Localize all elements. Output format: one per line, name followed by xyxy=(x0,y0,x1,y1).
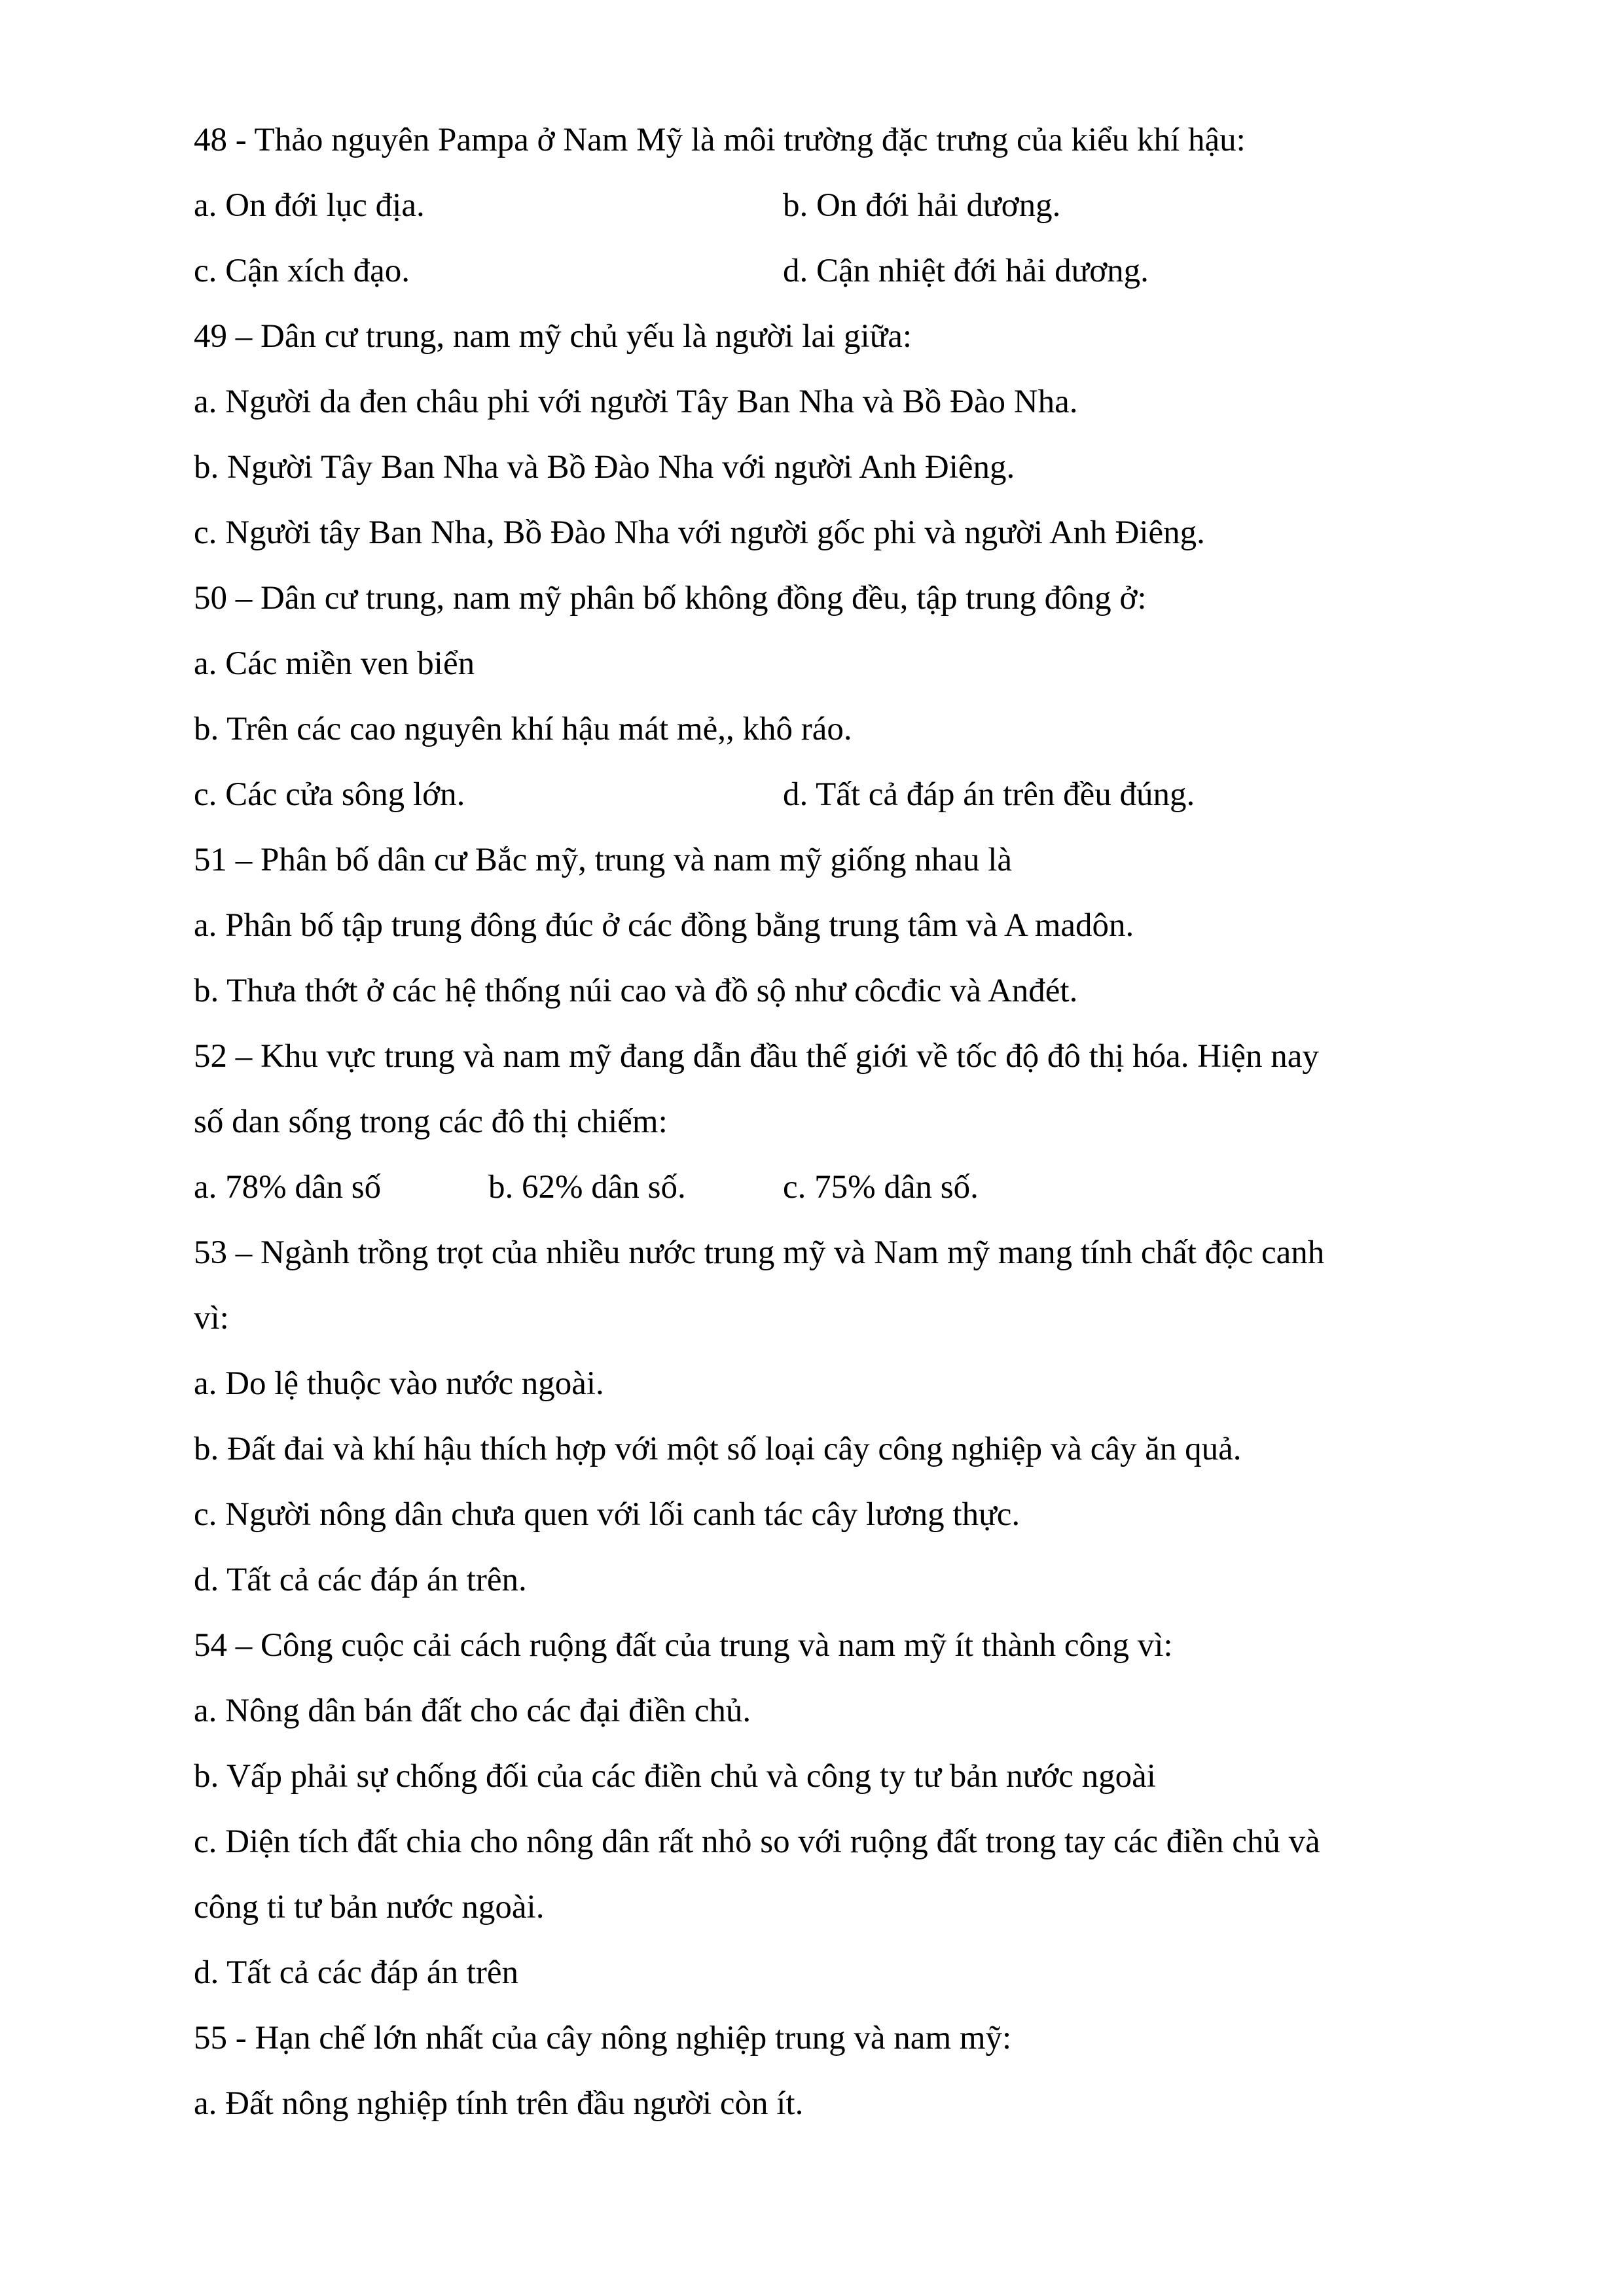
answer-row xyxy=(194,186,1516,225)
answer-52-c: c. 75% dân số. xyxy=(783,1169,979,1206)
question-48: 48 - Thảo nguyên Pampa ở Nam Mỹ là môi trường đặc trưng của kiểu khí hậu: xyxy=(194,122,1246,158)
answer-48-c: c. Cận xích đạo. xyxy=(194,253,410,289)
question-55: 55 - Hạn chế lớn nhất của cây nông nghiệp trung và nam mỹ: xyxy=(194,2020,1012,2056)
answer-54-a: a. Nông dân bán đất cho các đại điền chủ. xyxy=(194,1693,751,1729)
question-54: 54 – Công cuộc cải cách ruộng đất của trung và nam mỹ ít thành công vì: xyxy=(194,1627,1173,1664)
answer-row xyxy=(194,251,1516,291)
answer-48-a: a. On đới lục địa. xyxy=(194,187,425,224)
question-53-line-2: vì: xyxy=(194,1300,229,1336)
answer-53-d: d. Tất cả các đáp án trên. xyxy=(194,1562,527,1598)
answer-54-b: b. Vấp phải sự chống đối của các điền chủ và công ty tư bản nước ngoài xyxy=(194,1758,1156,1795)
answer-51-a: a. Phân bố tập trung đông đúc ở các đồng bằng trung tâm và A madôn. xyxy=(194,907,1134,944)
answer-48-d: d. Cận nhiệt đới hải dương. xyxy=(783,253,1149,289)
answer-48-b: b. On đới hải dương. xyxy=(783,187,1061,224)
answer-49-c: c. Người tây Ban Nha, Bồ Đào Nha với người gốc phi và người Anh Điêng. xyxy=(194,514,1205,551)
answer-53-a: a. Do lệ thuộc vào nước ngoài. xyxy=(194,1365,604,1402)
answer-52-a: a. 78% dân số xyxy=(194,1169,382,1206)
answer-row xyxy=(194,1168,1516,1207)
answer-54-c-line-2: công ti tư bản nước ngoài. xyxy=(194,1889,545,1926)
question-52-line-1: 52 – Khu vực trung và nam mỹ đang dẫn đầu thế giới về tốc độ đô thị hóa. Hiện nay xyxy=(194,1038,1319,1075)
answer-50-c: c. Các cửa sông lớn. xyxy=(194,776,465,813)
question-49: 49 – Dân cư trung, nam mỹ chủ yếu là người lai giữa: xyxy=(194,318,912,355)
answer-51-b: b. Thưa thớt ở các hệ thống núi cao và đồ sộ như côcđic và Anđét. xyxy=(194,973,1078,1009)
answer-55-a: a. Đất nông nghiệp tính trên đầu người còn ít. xyxy=(194,2085,804,2122)
question-52-line-2: số dan sống trong các đô thị chiếm: xyxy=(194,1103,668,1140)
answer-49-a: a. Người da đen châu phi với người Tây Ban Nha và Bồ Đào Nha. xyxy=(194,384,1078,420)
answer-53-c: c. Người nông dân chưa quen với lối canh tác cây lương thực. xyxy=(194,1496,1020,1533)
question-51: 51 – Phân bố dân cư Bắc mỹ, trung và nam mỹ giống nhau là xyxy=(194,842,1012,878)
answer-52-b: b. 62% dân số. xyxy=(488,1169,686,1206)
question-50: 50 – Dân cư trung, nam mỹ phân bố không đồng đều, tập trung đông ở: xyxy=(194,580,1147,617)
question-53-line-1: 53 – Ngành trồng trọt của nhiều nước trung mỹ và Nam mỹ mang tính chất độc canh xyxy=(194,1234,1325,1271)
answer-50-a: a. Các miền ven biển xyxy=(194,645,475,682)
answer-row xyxy=(194,775,1516,814)
answer-54-c-line-1: c. Diện tích đất chia cho nông dân rất nhỏ so với ruộng đất trong tay các điền chủ và xyxy=(194,1823,1320,1860)
answer-50-d: d. Tất cả đáp án trên đều đúng. xyxy=(783,776,1195,813)
answer-50-b: b. Trên các cao nguyên khí hậu mát mẻ,, khô ráo. xyxy=(194,711,852,747)
answer-49-b: b. Người Tây Ban Nha và Bồ Đào Nha với người Anh Điêng. xyxy=(194,449,1015,486)
answer-53-b: b. Đất đai và khí hậu thích hợp với một số loại cây công nghiệp và cây ăn quả. xyxy=(194,1431,1242,1467)
answer-54-d: d. Tất cả các đáp án trên xyxy=(194,1954,519,1991)
